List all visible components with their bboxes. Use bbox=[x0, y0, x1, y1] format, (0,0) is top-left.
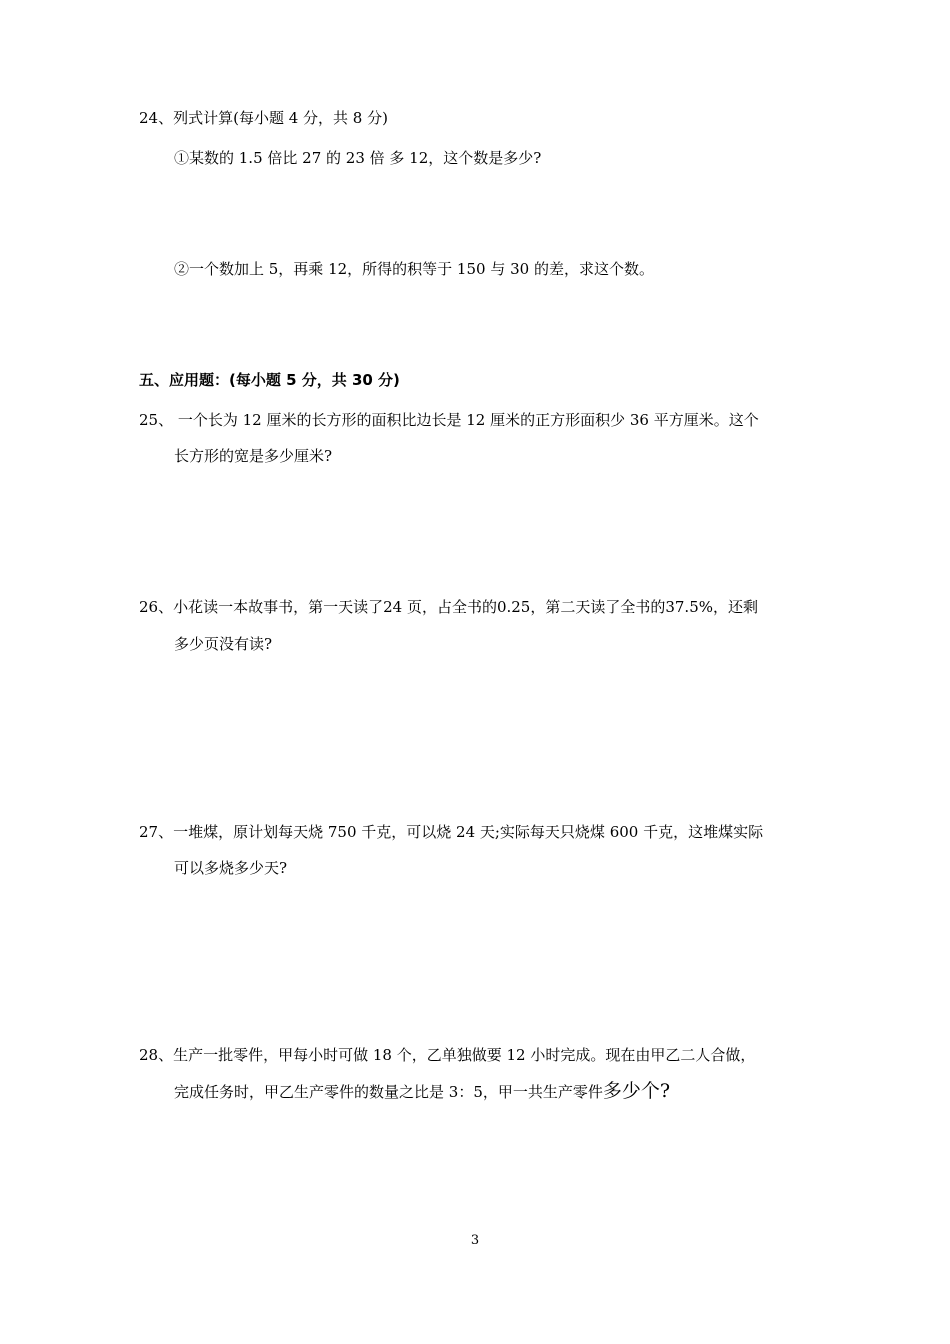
question-25-line-1: 25、 一个长为 12 厘米的长方形的面积比边长是 12 厘米的正方形面积少 36 平方厘米。这个 bbox=[139, 411, 759, 429]
question-24-title: 24、列式计算(每小题 4 分，共 8 分) bbox=[139, 109, 388, 127]
question-24-sub-1: ①某数的 1.5 倍比 27 的 23 倍 多 12，这个数是多少? bbox=[174, 149, 542, 167]
question-28-line-2-part-1: 完成任务时，甲乙生产零件的数量之比是 3：5，甲一共生产零件 bbox=[174, 1083, 603, 1101]
question-26-line-2: 多少页没有读? bbox=[174, 635, 273, 653]
question-24-sub-2: ②一个数加上 5，再乘 12，所得的积等于 150 与 30 的差，求这个数。 bbox=[174, 260, 654, 278]
question-27-line-1: 27、一堆煤，原计划每天烧 750 千克，可以烧 24 天;实际每天只烧煤 600 千克，这堆煤实际 bbox=[139, 823, 764, 841]
question-28-line-1: 28、生产一批零件，甲每小时可做 18 个，乙单独做要 12 小时完成。现在由甲乙二人合做， bbox=[139, 1046, 756, 1064]
question-26-line-1: 26、小花读一本故事书，第一天读了24 页，占全书的0.25，第二天读了全书的37.5%，还剩 bbox=[139, 598, 758, 616]
question-28-line-2 bbox=[174, 1081, 670, 1102]
question-27-line-2: 可以多烧多少天? bbox=[174, 859, 288, 877]
section-5-title: 五、应用题：(每小题 5 分，共 30 分) bbox=[139, 371, 400, 389]
question-25-line-2: 长方形的宽是多少厘米? bbox=[174, 447, 333, 465]
page-number: 3 bbox=[470, 1233, 480, 1248]
question-28-line-2-part-2: 多少个? bbox=[602, 1080, 671, 1102]
